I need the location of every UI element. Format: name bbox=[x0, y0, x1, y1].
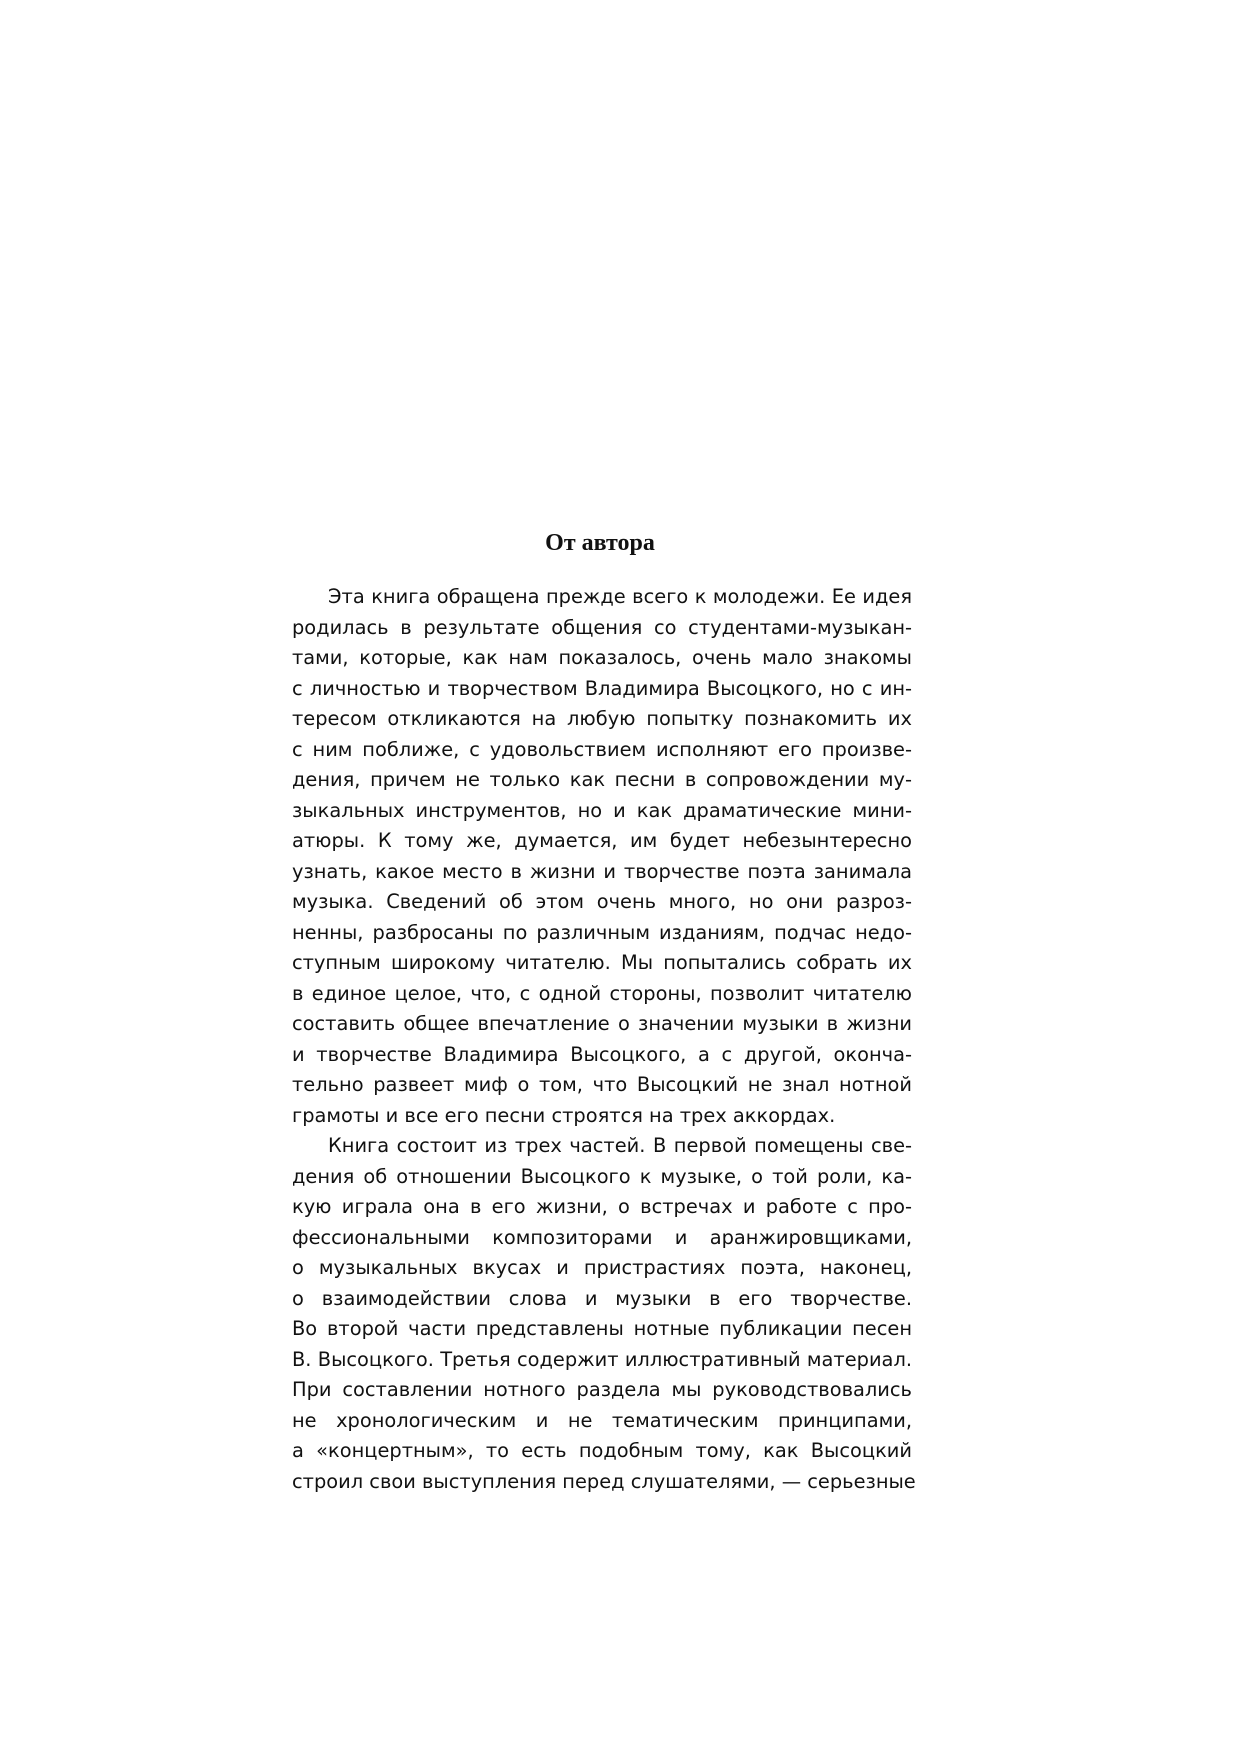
text-line: дения об отношении Высоцкого к музыке, о той роли, ка- bbox=[292, 1164, 912, 1188]
text-line: При составлении нотного раздела мы руководствовались bbox=[292, 1378, 912, 1401]
text-line: кую играла она в его жизни, о встречах и работе с про- bbox=[292, 1195, 912, 1218]
text-line: строил свои выступления перед слушателями, — серьезные bbox=[292, 1469, 916, 1493]
paragraph-1 bbox=[292, 582, 912, 1131]
text-line: дения, причем не только как песни в сопровождении му- bbox=[292, 768, 912, 791]
text-line: в единое целое, что, с одной стороны, позволит читателю bbox=[292, 981, 912, 1005]
text-line: В. Высоцкого. Третья содержит иллюстративный материал. bbox=[292, 1347, 912, 1371]
text-line: зыкальных инструментов, но и как драматические мини- bbox=[292, 798, 912, 822]
text-line: родилась в результате общения со студентами-музыкан- bbox=[292, 615, 912, 639]
section-heading: От автора bbox=[545, 530, 655, 556]
text-line: не хронологическим и не тематическим принципами, bbox=[292, 1408, 912, 1432]
text-line: узнать, какое место в жизни и творчестве поэта занимала bbox=[292, 859, 912, 883]
text-line: о музыкальных вкусах и пристрастиях поэта, наконец, bbox=[292, 1256, 912, 1279]
text-line: Эта книга обращена прежде всего к молодежи. Ее идея bbox=[328, 585, 912, 608]
text-line: ступным широкому читателю. Мы попытались собрать их bbox=[292, 951, 912, 974]
text-line: составить общее впечатление о значении музыки в жизни bbox=[292, 1012, 912, 1035]
text-line: Книга состоит из трех частей. В первой помещены све- bbox=[328, 1134, 912, 1157]
text-line: с личностью и творчеством Владимира Высоцкого, но с ин- bbox=[292, 676, 912, 700]
text-line: тересом откликаются на любую попытку познакомить их bbox=[292, 707, 912, 730]
text-line: а «концертным», то есть подобным тому, как Высоцкий bbox=[292, 1439, 912, 1462]
text-line: тами, которые, как нам показалось, очень мало знакомы bbox=[292, 646, 912, 669]
text-line: атюры. К тому же, думается, им будет небезынтересно bbox=[292, 829, 912, 852]
text-line: о взаимодействии слова и музыки в его творчестве. bbox=[292, 1286, 912, 1310]
text-line: Во второй части представлены нотные публикации песен bbox=[292, 1317, 912, 1340]
text-line: и творчестве Владимира Высоцкого, а с другой, оконча- bbox=[292, 1042, 912, 1066]
body-text bbox=[292, 582, 916, 1497]
paragraph-2 bbox=[292, 1131, 916, 1497]
text-line: грамоты и все его песни строятся на трех аккордах. bbox=[292, 1103, 836, 1127]
text-line: фессиональными композиторами и аранжировщиками, bbox=[292, 1225, 912, 1249]
text-line: тельно развеет миф о том, что Высоцкий не знал нотной bbox=[292, 1073, 912, 1096]
text-line: с ним поближе, с удовольствием исполняют его произве- bbox=[292, 737, 912, 761]
text-line: ненны, разбросаны по различным изданиям, подчас недо- bbox=[292, 920, 912, 944]
text-line: музыка. Сведений об этом очень много, но они разроз- bbox=[292, 890, 912, 913]
